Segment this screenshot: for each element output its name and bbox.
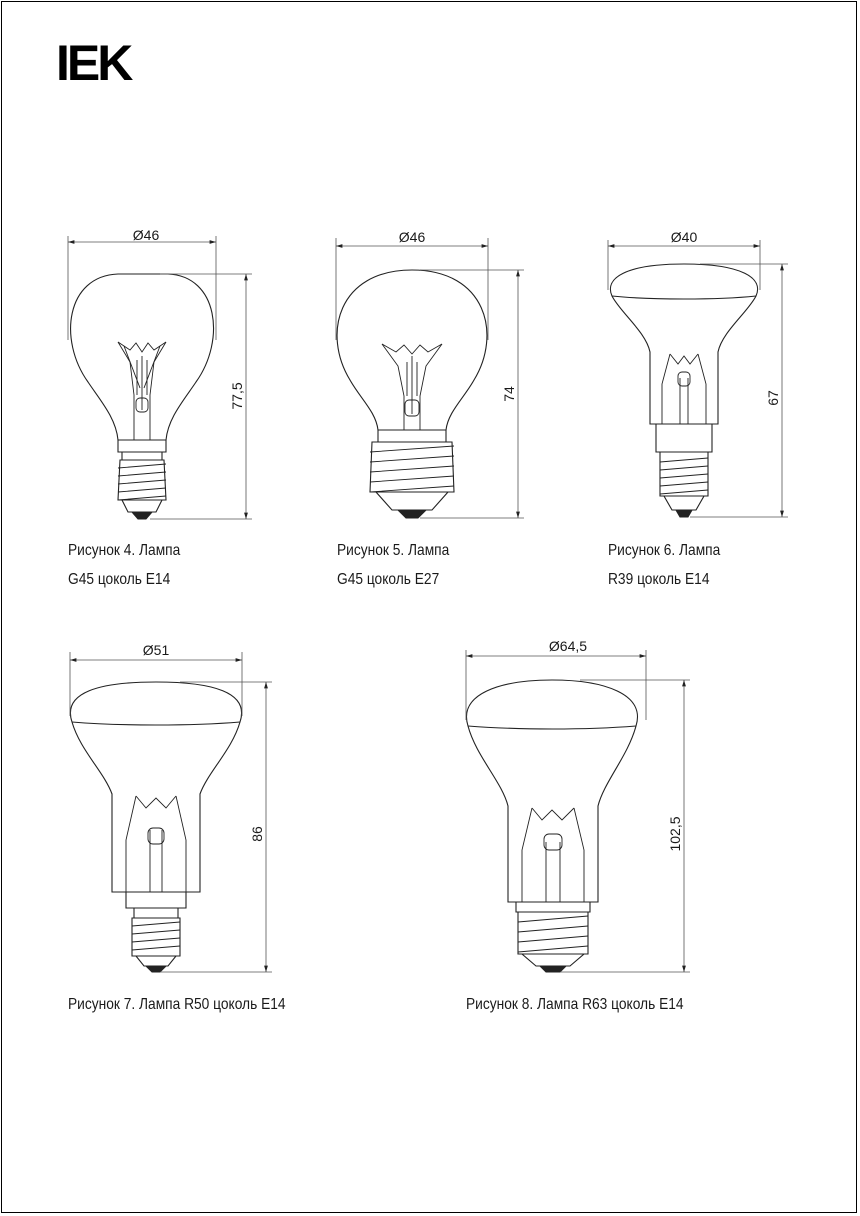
fig8-caption <box>466 990 684 1019</box>
fig4-diameter-label: Ø46 <box>132 227 160 243</box>
lamp-r50-e14 <box>70 652 272 972</box>
lamp-g45-e14 <box>68 236 252 519</box>
fig6-diameter-label: Ø40 <box>670 229 698 245</box>
fig8-diameter-label: Ø64,5 <box>548 638 588 654</box>
fig6-caption-line2: R39 цоколь E14 <box>608 571 710 588</box>
fig5-height-label: 74 <box>501 386 517 402</box>
fig4-caption-line2: G45 цоколь E14 <box>68 571 171 588</box>
fig5-caption <box>337 536 449 594</box>
lamp-g45-e27 <box>336 238 524 518</box>
lamp-r39-e14 <box>608 240 788 517</box>
fig6-height-label: 67 <box>765 390 781 406</box>
fig4-caption <box>68 536 180 594</box>
lamp-r63-e27 <box>466 650 690 972</box>
fig7-caption <box>68 990 286 1019</box>
fig4-height-label: 77,5 <box>229 382 245 410</box>
fig4-caption-line1: Рисунок 4. Лампа <box>68 542 181 559</box>
fig5-diameter-label: Ø46 <box>398 229 426 245</box>
fig6-caption <box>608 536 720 594</box>
fig7-height-label: 86 <box>249 826 265 842</box>
fig7-diameter-label: Ø51 <box>142 642 170 658</box>
logo-text: IEK <box>56 40 131 84</box>
fig8-caption-line1: Рисунок 8. Лампа R63 цоколь E14 <box>466 996 684 1013</box>
fig6-caption-line1: Рисунок 6. Лампа <box>608 542 721 559</box>
fig8-height-label: 102,5 <box>667 816 683 852</box>
fig7-caption-line1: Рисунок 7. Лампа R50 цоколь E14 <box>68 996 286 1013</box>
fig5-caption-line2: G45 цоколь E27 <box>337 571 440 588</box>
fig5-caption-line1: Рисунок 5. Лампа <box>337 542 450 559</box>
